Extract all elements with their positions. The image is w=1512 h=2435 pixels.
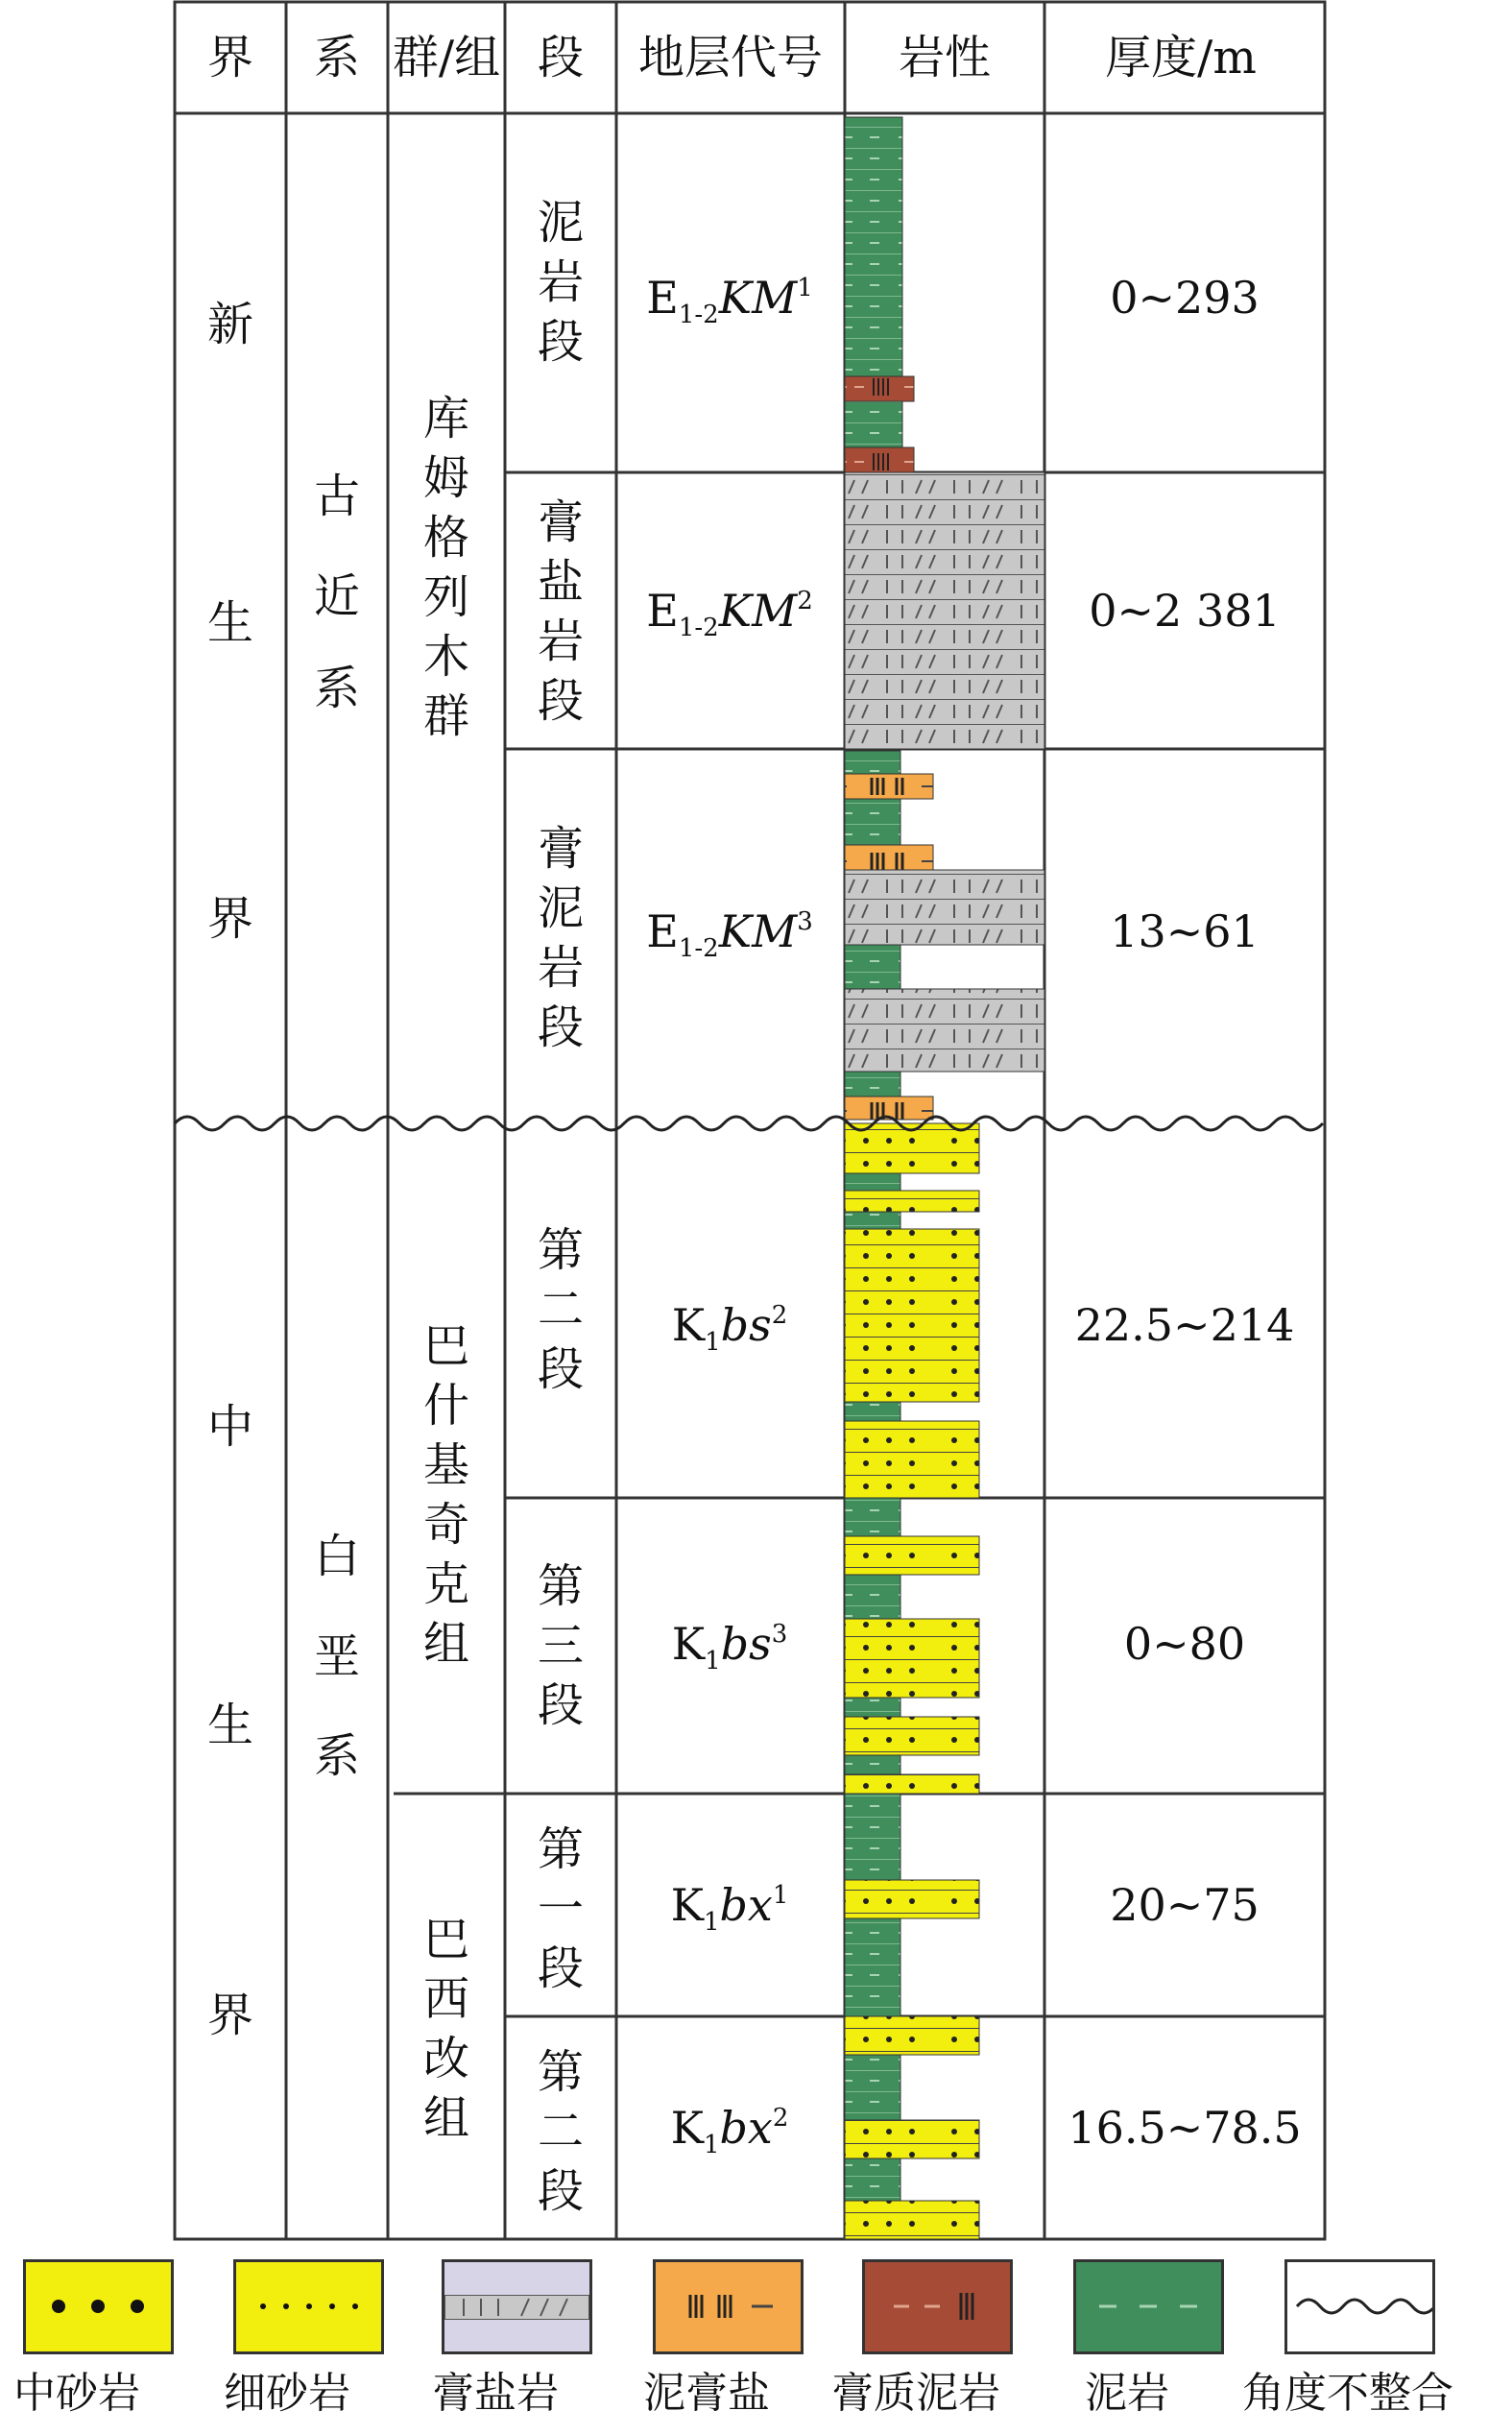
group-bashijiqike-char: 奇: [422, 1498, 470, 1552]
member-5: [538, 1559, 584, 1732]
legend-swatch-mudstone: [1073, 2259, 1224, 2354]
code-ital: KM: [718, 905, 798, 957]
lith-mudstone: [845, 1402, 900, 1421]
erathem-mesozoic-char: 界: [206, 1989, 254, 2042]
code-sub: 1: [703, 1908, 720, 1937]
lith-muddy-gypsum-salt: [845, 845, 933, 870]
member-7-char: 二: [537, 2105, 585, 2158]
lith-medium-sandstone: [845, 1229, 979, 1402]
code-sub: 1: [705, 1647, 721, 1676]
group-baxigai-char: 西: [422, 1972, 470, 2026]
stratum-code-5: [672, 1618, 788, 1676]
system-paleogene-char: 古: [313, 470, 361, 523]
group-bashijiqike-char: 什: [422, 1379, 470, 1433]
legend-swatch-medium-sandstone: [23, 2259, 174, 2354]
lith-gypsiferous-mudstone: [845, 447, 914, 472]
fine-sandstone-swatch: [236, 2262, 381, 2351]
code-main: E: [646, 585, 679, 637]
code-main: E: [646, 905, 679, 957]
system-paleogene: [314, 470, 360, 715]
lithology-column: [845, 117, 1044, 2239]
group-kumugeliemu-char: 格: [422, 511, 470, 565]
member-2-char: 膏: [537, 495, 585, 549]
group-bashijiqike-char: 克: [422, 1557, 470, 1611]
erathem-cenozoic-char: 界: [206, 892, 254, 946]
medium-sandstone-swatch: [26, 2262, 171, 2351]
member-1: [538, 196, 584, 369]
stratum-code-7: [671, 2102, 789, 2159]
code-sup: 1: [772, 1881, 789, 1910]
member-5-char: 段: [537, 1678, 585, 1732]
group-bashijiqike-char: 基: [422, 1438, 470, 1492]
lith-fine-sandstone: [845, 1191, 979, 1212]
code-sub: 1: [703, 2131, 720, 2159]
lith-mudstone: [845, 1212, 900, 1229]
lith-fine-sandstone: [845, 1774, 979, 1794]
group-kumugeliemu-char: 库: [422, 392, 470, 446]
member-6-char: 段: [537, 1941, 585, 1995]
lith-mudstone: [845, 401, 902, 447]
code-sup: 1: [797, 274, 813, 302]
muddy-gypsum-salt-swatch: [656, 2262, 801, 2351]
gypsiferous-mudstone-swatch: [865, 2262, 1010, 2351]
code-ital: bs: [720, 1299, 772, 1351]
mudstone-swatch: [1076, 2262, 1221, 2351]
gypsum-salt-swatch: [444, 2262, 589, 2351]
lith-medium-sandstone: [845, 1421, 979, 1498]
thickness-value-6: 20~75: [1110, 1879, 1260, 1931]
group-bashijiqike-char: 组: [422, 1617, 470, 1671]
lith-mudstone: [845, 1794, 900, 1880]
group-baxigai-char: 改: [422, 2032, 470, 2085]
header-system: 系: [313, 31, 361, 84]
legend-label-fine-sandstone: 细砂岩: [224, 2369, 350, 2418]
member-7: [538, 2045, 584, 2218]
member-4: [538, 1223, 584, 1396]
thickness-value-3: 13~61: [1110, 905, 1260, 957]
member-5-char: 三: [537, 1619, 585, 1673]
code-ital: bs: [720, 1618, 772, 1670]
group-kumugeliemu-char: 姆: [422, 451, 470, 505]
member-6-char: 第: [537, 1822, 585, 1876]
lith-gypsum-salt: [845, 870, 1044, 945]
erathem-mesozoic-char: 生: [206, 1699, 254, 1752]
legend-label-medium-sandstone: 中砂岩: [13, 2369, 140, 2418]
lith-mudstone: [845, 799, 900, 845]
code-ital: KM: [718, 585, 798, 637]
code-ital: bx: [719, 1879, 773, 1931]
member-7-char: 第: [537, 2045, 585, 2099]
lith-mudstone: [845, 1575, 900, 1619]
lith-medium-sandstone: [845, 1619, 979, 1698]
system-paleogene-char: 近: [313, 569, 361, 623]
lith-medium-sandstone: [845, 2201, 979, 2239]
member-4-char: 二: [537, 1283, 585, 1337]
group-kumugeliemu-char: 群: [422, 689, 470, 743]
erathem-cenozoic: [207, 298, 253, 946]
erathem-mesozoic-char: 中: [206, 1400, 254, 1454]
system-paleogene-char: 系: [313, 662, 361, 715]
code-sup: 3: [771, 1620, 788, 1649]
code-sub: 1-2: [678, 614, 719, 642]
member-6: [538, 1822, 584, 1995]
group-baxigai-char: 巴: [422, 1913, 470, 1966]
group-kumugeliemu-char: 列: [422, 570, 470, 624]
lith-fine-sandstone: [845, 2016, 979, 2055]
erathem-mesozoic: [207, 1400, 253, 2042]
member-7-char: 段: [537, 2164, 585, 2218]
group-kumugeliemu-char: 木: [422, 630, 470, 684]
member-1-char: 段: [537, 315, 585, 369]
member-2: [538, 495, 584, 728]
member-4-char: 段: [537, 1342, 585, 1396]
code-sup: 2: [772, 2104, 789, 2133]
stratum-code-2: [646, 585, 812, 642]
thickness-value-1: 0~293: [1110, 272, 1260, 324]
member-3: [538, 822, 584, 1054]
system-cretaceous-char: 垩: [313, 1629, 361, 1683]
lith-mudstone: [845, 945, 900, 989]
legend-label-gypsiferous-mudstone: 膏质泥岩: [831, 2369, 1000, 2418]
lith-mudstone: [845, 1498, 900, 1536]
header-thickness: 厚度/m: [1105, 31, 1257, 84]
member-2-char: 盐: [537, 555, 585, 609]
lith-mudstone: [845, 1698, 900, 1717]
group-kumugeliemu: [423, 392, 469, 743]
legend-label-muddy-gypsum-salt: 泥膏盐: [643, 2369, 770, 2418]
member-3-char: 膏: [537, 822, 585, 876]
member-3-char: 段: [537, 1001, 585, 1054]
thickness-value-2: 0~2 381: [1089, 585, 1281, 637]
system-cretaceous-char: 系: [313, 1729, 361, 1783]
lith-gypsum-salt: [845, 472, 1044, 749]
lith-medium-sandstone: [845, 2120, 979, 2158]
code-main: K: [670, 2102, 704, 2154]
legend-label-mudstone: 泥岩: [1085, 2369, 1169, 2418]
stratum-code-4: [672, 1299, 788, 1357]
legend-label-gypsum-salt: 膏盐岩: [432, 2369, 559, 2418]
system-cretaceous-char: 白: [313, 1530, 361, 1583]
stratum-code-6: [671, 1879, 789, 1937]
lith-medium-sandstone: [845, 1536, 979, 1575]
member-4-char: 第: [537, 1223, 585, 1277]
code-sub: 1-2: [678, 301, 719, 329]
lith-mudstone: [845, 1918, 900, 2016]
lith-gypsum-salt: [845, 989, 1044, 1072]
group-baxigai-char: 组: [422, 2091, 470, 2145]
legend-swatch-muddy-gypsum-salt: [653, 2259, 804, 2354]
code-sup: 2: [797, 587, 813, 615]
lith-muddy-gypsum-salt: [845, 774, 933, 799]
code-main: E: [646, 272, 679, 324]
stratum-code-1: [646, 272, 812, 329]
lith-mudstone: [845, 1173, 900, 1191]
code-sub: 1: [705, 1328, 721, 1357]
member-1-char: 泥: [537, 196, 585, 250]
thickness-value-4: 22.5~214: [1074, 1299, 1295, 1351]
lith-mudstone: [845, 751, 900, 774]
angular-unconformity-line: [175, 1117, 1323, 1130]
header-member: 段: [537, 31, 585, 84]
lith-medium-sandstone: [845, 1880, 979, 1918]
group-bashijiqike-char: 巴: [422, 1319, 470, 1373]
legend-swatch-fine-sandstone: [233, 2259, 384, 2354]
code-sup: 3: [797, 907, 813, 936]
lith-mudstone: [845, 1755, 900, 1774]
legend-swatch-gypsiferous-mudstone: [862, 2259, 1013, 2354]
lith-medium-sandstone: [845, 1717, 979, 1755]
member-2-char: 段: [537, 674, 585, 728]
erathem-cenozoic-char: 生: [206, 596, 254, 650]
legend-label-angular-unconformity: 角度不整合: [1242, 2369, 1453, 2418]
lith-mudstone: [845, 1072, 900, 1097]
lith-mudstone: [845, 2055, 900, 2120]
header-code: 地层代号: [637, 31, 824, 84]
stratum-code-3: [646, 905, 812, 963]
legend-swatch-gypsum-salt: [442, 2259, 592, 2354]
erathem-cenozoic-char: 新: [206, 298, 254, 351]
group-baxigai: [423, 1913, 469, 2145]
code-main: K: [671, 1618, 706, 1670]
system-cretaceous: [314, 1530, 360, 1783]
code-sup: 2: [771, 1301, 788, 1330]
thickness-value-7: 16.5~78.5: [1068, 2102, 1302, 2154]
header-lithology: 岩性: [898, 31, 992, 84]
legend-swatch-angular-unconformity: [1284, 2259, 1435, 2354]
member-3-char: 泥: [537, 881, 585, 935]
code-ital: bx: [719, 2102, 773, 2154]
lith-mudstone: [845, 2158, 900, 2201]
group-bashijiqike: [423, 1319, 469, 1671]
code-sub: 1-2: [678, 934, 719, 963]
member-2-char: 岩: [537, 615, 585, 668]
header-erathem: 界: [206, 31, 254, 84]
lith-gypsiferous-mudstone: [845, 376, 914, 401]
angular-unconformity-swatch: [1287, 2262, 1432, 2351]
code-ital: KM: [718, 272, 798, 324]
code-main: K: [670, 1879, 704, 1931]
member-3-char: 岩: [537, 941, 585, 995]
member-6-char: 一: [537, 1882, 585, 1936]
member-1-char: 岩: [537, 255, 585, 309]
lith-mudstone: [845, 117, 902, 376]
code-main: K: [671, 1299, 706, 1351]
member-5-char: 第: [537, 1559, 585, 1613]
thickness-value-5: 0~80: [1123, 1618, 1246, 1670]
header-group: 群/组: [392, 31, 501, 84]
